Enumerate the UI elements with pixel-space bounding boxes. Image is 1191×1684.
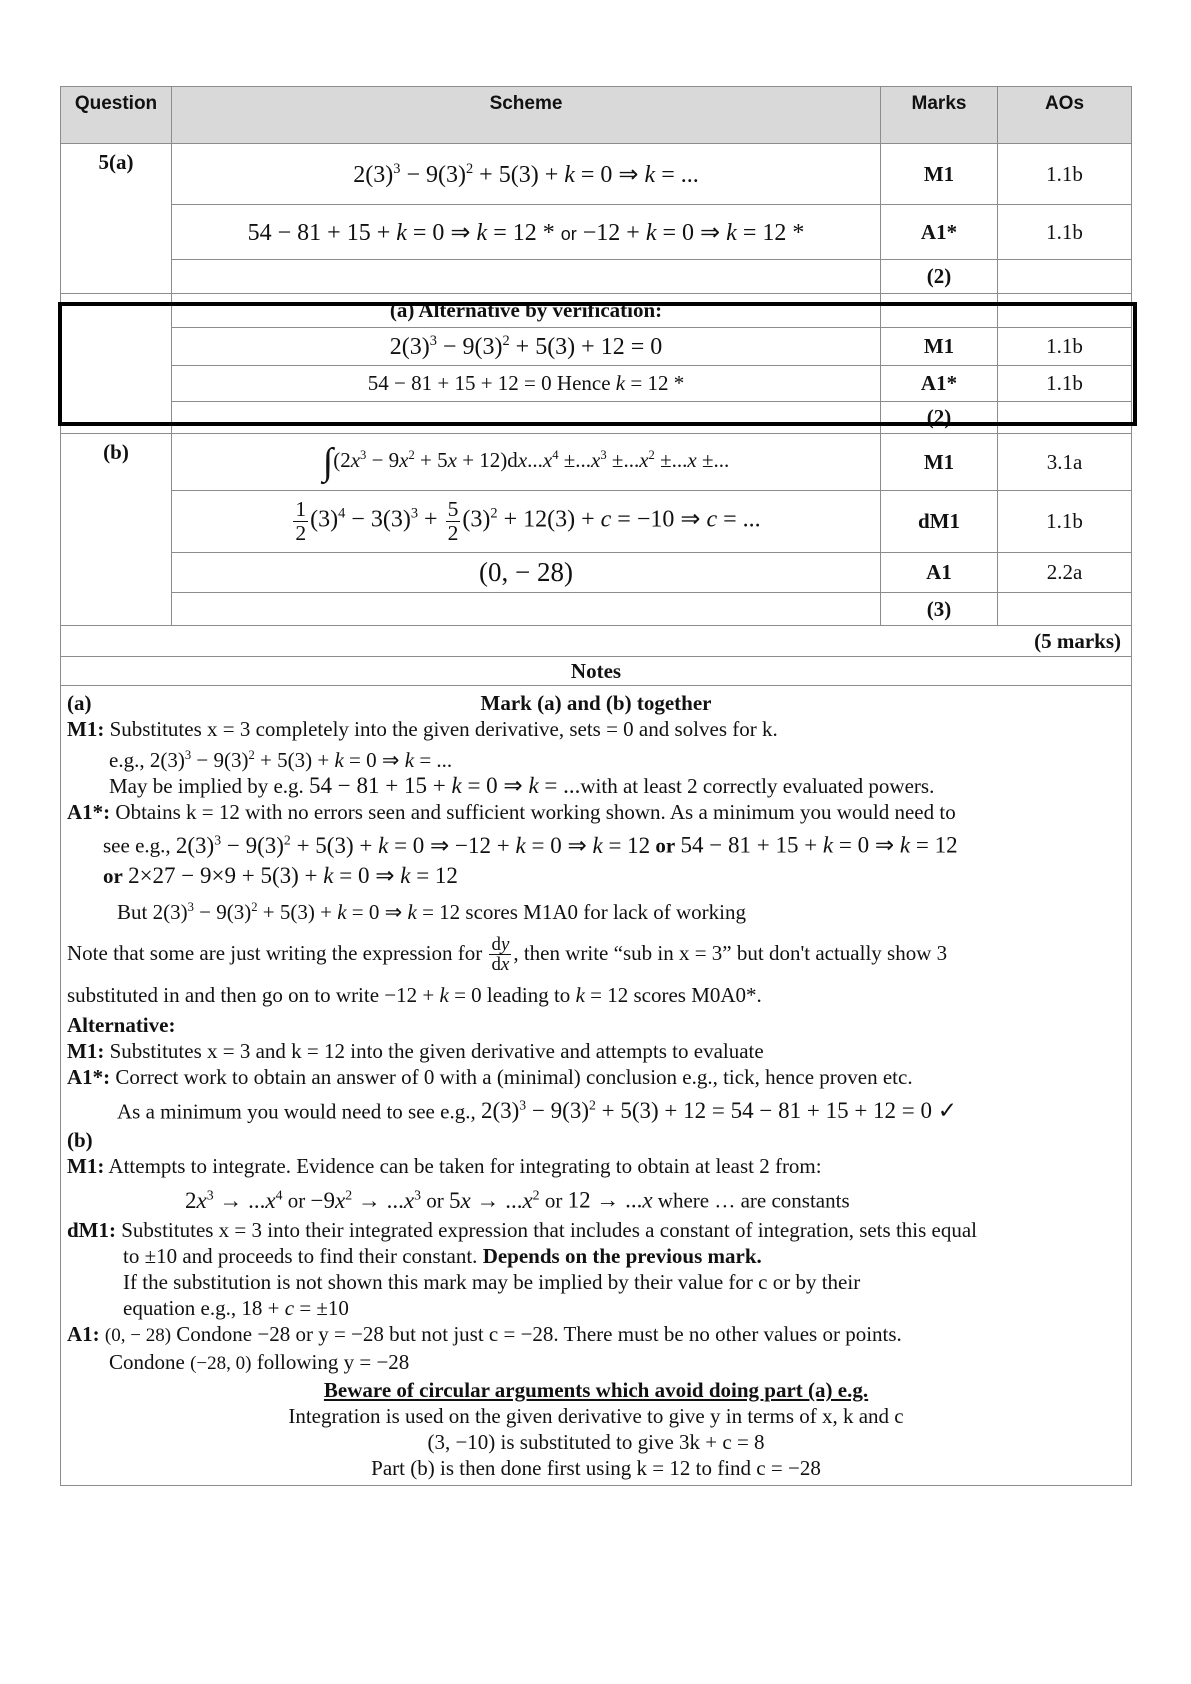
circular-line3: Part (b) is then done first using k = 12 to find c = −28 [371,1455,821,1480]
blank-scheme [172,260,881,294]
note4: leading to [486,982,571,1007]
following-text: following y = −28 [256,1349,410,1374]
or-bold-2: or [103,863,123,888]
b-m1-line [67,1153,1125,1179]
notes-heading-row [61,657,1132,686]
marks-a1: M1 [881,144,998,205]
row-b2 [61,491,1132,553]
marks-b1: M1 [881,434,998,491]
blank-ao [998,294,1132,328]
note5: scores M0A0*. [633,982,762,1007]
notes-a-label: (a) [67,691,92,715]
alt-a1-line [67,1064,1125,1090]
row-a3 [61,260,1132,294]
or-text: or [560,223,577,244]
blank-ao [998,402,1132,434]
condone-word: Condone [109,1349,185,1374]
row-a2 [61,205,1132,260]
row-alt1 [61,328,1132,366]
header-question: Question [61,87,172,144]
alt-m1-text: Substitutes x = 3 and k = 12 into the given derivative and attempts to evaluate [109,1038,764,1063]
marks-b2: dM1 [881,491,998,553]
scheme-b-line2: $\frac{1}{2}$ $(3)^4 - 3(3)^3$ + $\frac{5}{2}$ $(3)^2 + 12(3) + c = -10$ ⇒ c = ... [172,491,881,553]
dm1-label: dM1: [67,1217,116,1242]
alt-min-line: As a minimum you would need to see e.g., $2(3)^3 - 9(3)^2 + 5(3) + 12 = 54 - 81 + 15 + 12 = 0$ ✓ [117,1097,958,1124]
marks-b3: A1 [881,553,998,593]
alt-scheme-line1: $2(3)^3 - 9(3)^2 + 5(3) + 12 = 0$ [172,328,881,366]
alt-title: (a) Alternative by verification: [172,294,881,328]
or-bold: or [655,833,676,858]
row-b4 [61,593,1132,626]
alt-m1-line [67,1038,1125,1064]
but-line: But $2(3)^3 - 9(3)^2 + 5(3) + k = 0$ ⇒ k = 12 scores M1A0 for lack of working [117,899,746,924]
scheme-a-line1: $2(3)^3 - 9(3)^2 + 5(3) + k = 0$ ⇒ k = ... [172,144,881,205]
blank-ao [998,593,1132,626]
m1-text: Substitutes x = 3 completely into the given derivative, sets = 0 and solves for k. [109,717,778,741]
blank-scheme [172,402,881,434]
row-alt-title [61,294,1132,328]
row-b1 [61,434,1132,491]
alternative-heading: Alternative: [67,1012,176,1037]
dm1-line [67,1217,1125,1243]
mark-together: Mark (a) and (b) together [480,691,712,715]
dm1-text4: equation e.g., [123,1295,237,1320]
notes-heading: Notes [61,657,1132,686]
notes-body [61,686,1132,1486]
alt-m1-label: M1: [67,1038,105,1063]
blank-scheme [172,593,881,626]
ao-b1: 3.1a [998,434,1132,491]
dm1-text: Substitutes x = 3 into their integrated expression that includes a constant of integration, sets this equal [121,1217,978,1242]
blank-ao [998,260,1132,294]
where-text: where … are constants [657,1188,850,1213]
a1-line [67,799,1125,825]
question-label-5a: 5(a) [61,144,172,294]
dm1-text3: If the substitution is not shown this mark may be implied by their value for c or by their [123,1269,861,1294]
dm1-line4: equation e.g., 18 + c = ±10 [123,1295,349,1320]
implied-b: with at least 2 correctly evaluated powers. [580,774,935,798]
dm1-text2b: Depends on the previous mark. [482,1243,762,1268]
or-1: or [287,1188,306,1213]
b-a1-line [67,1321,1125,1349]
alt-question-cell [61,294,172,434]
header-aos: AOs [998,87,1132,144]
ao-a2: 1.1b [998,205,1132,260]
or-2: or [426,1188,444,1213]
ao-b3: 2.2a [998,553,1132,593]
a1-text: Obtains k = 12 with no errors seen and sufficient working shown. As a minimum you would need to [115,800,956,824]
blank-marks [881,294,998,328]
header-row [61,87,1132,144]
row-a1 [61,144,1132,205]
notes-a-line [67,690,1125,716]
but-tail: scores M1A0 for lack of working [465,899,746,924]
alt-marks-total: (2) [881,402,998,434]
b-m1-label: M1: [67,1154,105,1179]
dydx-fraction: $\frac{dy}{dx}$ [491,933,510,976]
marks-a-total: (2) [881,260,998,294]
row-alt2 [61,366,1132,402]
total-row [61,626,1132,657]
alt-marks2: A1* [881,366,998,402]
beware-heading: Beware of circular arguments which avoid doing part (a) e.g. [323,1377,869,1402]
alt-a1-text: Correct work to obtain an answer of 0 with a (minimal) conclusion e.g., tick, hence proven etc. [115,1064,913,1089]
implied-a: May be implied by e.g. [109,774,304,798]
row-alt3 [61,402,1132,434]
see-eg: see e.g., [103,833,171,858]
dm1-text2a: to ±10 and proceeds to find their constant. [123,1243,478,1268]
integrate-terms-line: $2x^3 \to ...x^4$ or $-9x^2 \to ...x^3$ or $5x \to ...x^2$ or 12 → ...x where … are constants [185,1187,850,1213]
header-marks: Marks [881,87,998,144]
b-a1-point: (0, − 28) [104,1324,172,1346]
but-word: But [117,899,148,924]
m1-line [67,716,1125,742]
alt-marks1: M1 [881,328,998,366]
see-eg-line: see e.g., $2(3)^3 - 9(3)^2 + 5(3) + k = 0$ ⇒ −12 + k = 0 ⇒ k = 12 or 54 − 81 + 15 + k = 0 ⇒ k = 12 [103,832,958,858]
alt-min: As a minimum you would need to see e.g., [117,1099,476,1124]
eg-line: e.g., $2(3)^3 - 9(3)^2 + 5(3) + k = 0$ ⇒ k = ... [109,748,453,772]
row-b3 [61,553,1132,593]
notes-b-label: (b) [67,1128,93,1153]
notes-row [61,686,1132,1486]
scheme-b-line1: $\int(2x^3 - 9x^2 + 5x + 12)dx...x^4 \pm...x^3 \pm...x^2 \pm...x$ ±... [172,434,881,491]
or-3: or [544,1188,563,1213]
dm1-line2 [67,1243,1125,1269]
eg-label: e.g., [109,748,145,772]
condone-line [67,1349,1125,1377]
note3: substituted in and then go on to write [67,982,380,1007]
mark-scheme-table [60,86,1132,1486]
alt-ao1: 1.1b [998,328,1132,366]
condone-point: (−28, 0) [190,1352,252,1374]
a1-label: A1*: [67,800,111,824]
alt-ao2: 1.1b [998,366,1132,402]
note2: , then write “sub in x = 3” but don't actually show 3 [513,940,948,965]
or-line: or 2×27 − 9×9 + 5(3) + k = 0 ⇒ k = 12 [103,862,458,888]
hence-text: Hence [556,371,611,395]
b-a1-text: Condone −28 or y = −28 but not just c = −28. There must be no other values or points. [176,1321,902,1346]
implied-line: May be implied by e.g. 54 − 81 + 15 + k = 0 ⇒ k = ...with at least 2 correctly evaluated powers. [109,773,935,798]
note-dydx-line [67,928,1125,978]
ao-b2: 1.1b [998,491,1132,553]
scheme-b-answer: (0, − 28) [172,553,881,593]
total-marks: (5 marks) [61,626,1132,657]
m1-label: M1: [67,717,105,741]
header-scheme: Scheme [172,87,881,144]
scheme-a-line2: 54 − 81 + 15 + k = 0 ⇒ k = 12 * or −12 + k = 0 ⇒ k = 12 * [172,205,881,260]
note-subst-line: substituted in and then go on to write −12 + k = 0 leading to k = 12 scores M0A0*. [67,982,762,1007]
alt-scheme-line2: 54 − 81 + 15 + 12 = 0 Hence k = 12 * [172,366,881,402]
circular-line2: (3, −10) is substituted to give 3k + c = 8 [427,1429,765,1454]
marks-b-total: (3) [881,593,998,626]
question-label-b: (b) [61,434,172,626]
b-m1-text: Attempts to integrate. Evidence can be taken for integrating to obtain at least 2 from: [108,1154,822,1179]
note1: Note that some are just writing the expression for [67,940,483,965]
marks-a2: A1* [881,205,998,260]
alt-a1-label: A1*: [67,1064,111,1089]
circular-line1: Integration is used on the given derivative to give y in terms of x, k and c [288,1403,904,1428]
b-a1-label: A1: [67,1321,100,1346]
ao-a1: 1.1b [998,144,1132,205]
